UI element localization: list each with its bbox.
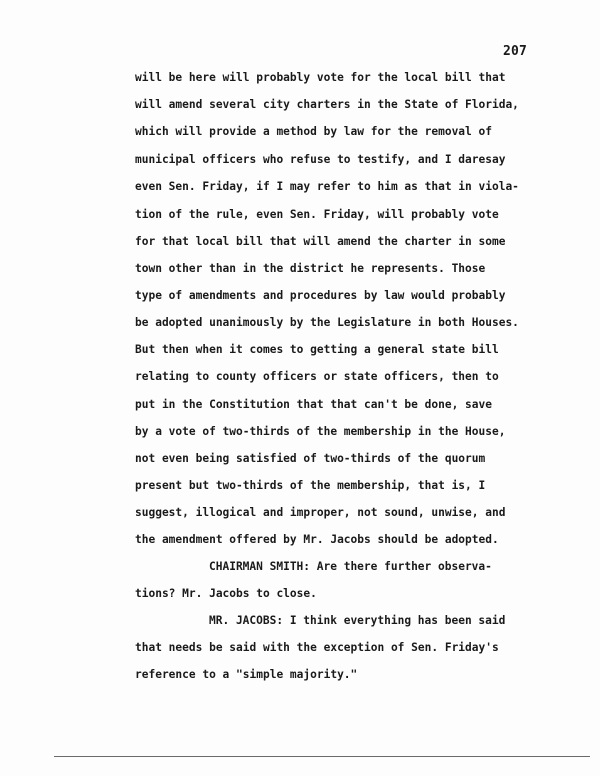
page-number: 207 — [503, 44, 528, 59]
text-line: even Sen. Friday, if I may refer to him as that in viola- — [135, 180, 519, 193]
text-line: But then when it comes to getting a general state bill — [135, 343, 499, 356]
text-line: present but two-thirds of the membership, that is, I — [135, 479, 486, 492]
text-line: which will provide a method by law for the removal of — [135, 125, 492, 138]
speaker-line: CHAIRMAN SMITH: Are there further observa- — [209, 560, 492, 573]
text-line: will be here will probably vote for the local bill that — [135, 71, 506, 84]
text-line: tion of the rule, even Sen. Friday, will probably vote — [135, 208, 499, 221]
text-line: put in the Constitution that that can't be done, save — [135, 398, 492, 411]
text-line: suggest, illogical and improper, not sound, unwise, and — [135, 506, 506, 519]
text-line: that needs be said with the exception of Sen. Friday's — [135, 641, 499, 654]
bottom-rule — [54, 756, 590, 757]
text-line: reference to a "simple majority." — [135, 668, 358, 681]
text-line: town other than in the district he represents. Those — [135, 262, 486, 275]
text-line: for that local bill that will amend the charter in some — [135, 235, 506, 248]
text-line: will amend several city charters in the State of Florida, — [135, 98, 519, 111]
text-line: the amendment offered by Mr. Jacobs should be adopted. — [135, 533, 499, 546]
text-line: not even being satisfied of two-thirds of the quorum — [135, 452, 486, 465]
text-line: type of amendments and procedures by law would probably — [135, 289, 506, 302]
text-line: relating to county officers or state officers, then to — [135, 370, 499, 383]
text-line: be adopted unanimously by the Legislature in both Houses. — [135, 316, 519, 329]
text-line: municipal officers who refuse to testify, and I daresay — [135, 153, 506, 166]
text-line: tions? Mr. Jacobs to close. — [135, 587, 317, 600]
speaker-line: MR. JACOBS: I think everything has been said — [209, 614, 506, 627]
text-line: by a vote of two-thirds of the membership in the House, — [135, 425, 506, 438]
